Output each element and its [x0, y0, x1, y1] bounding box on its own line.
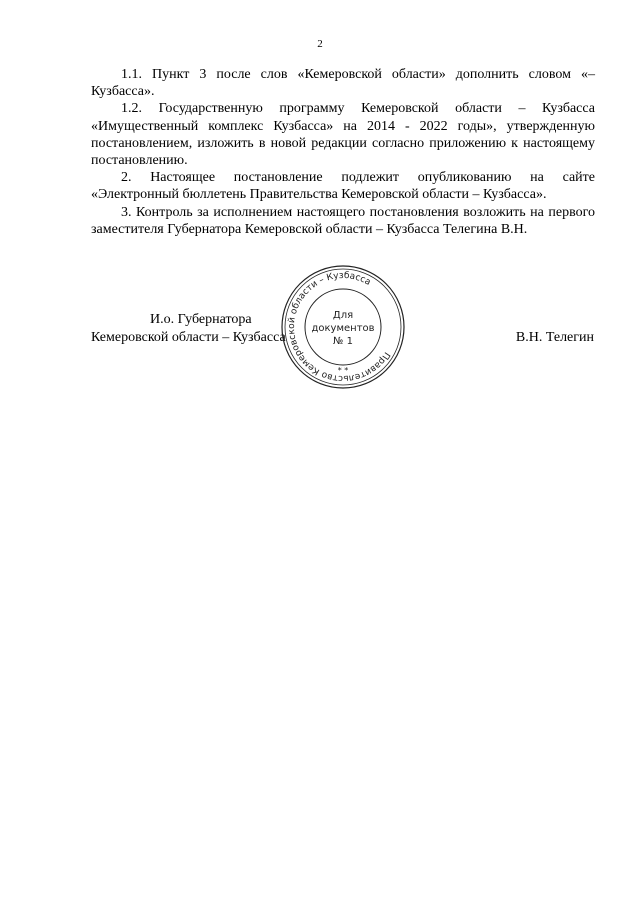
seal-center-line3: № 1 — [333, 336, 353, 347]
signatory-title-line2: Кемеровской области – Кузбасса — [91, 330, 286, 345]
seal-center-line1: Для — [332, 310, 354, 321]
paragraph-1-2: 1.2. Государственную программу Кемеровской области – Кузбасса «Имущественный комплекс Кузбасса» на 2014 - 2022 годы», утвержденную постановлением, изложить в новой редакции согласно приложению к настоящему постановлению. — [91, 101, 595, 169]
signatory-name: В.Н. Телегин — [515, 330, 594, 345]
seal-ring-text: Правительство Кемеровской области – Кузбасса — [286, 270, 392, 384]
paragraph-1-1: 1.1. Пункт 3 после слов «Кемеровской области» дополнить словом «– Кузбасса». — [91, 67, 595, 100]
official-seal-stamp — [278, 262, 408, 392]
seal-center-line2: документов — [311, 323, 375, 334]
paragraph-2: 2. Настоящее постановление подлежит опубликованию на сайте «Электронный бюллетень Правительства Кемеровской области – Кузбасса». — [91, 170, 595, 203]
signatory-title-line1: И.о. Губернатора — [150, 312, 252, 327]
page-number: 2 — [317, 38, 323, 50]
paragraph-3: 3. Контроль за исполнением настоящего постановления возложить на первого заместителя Губернатора Кемеровской области – Кузбасса Телегина В.Н. — [91, 204, 595, 237]
document-body — [91, 66, 595, 238]
seal-bottom-mark: * * — [337, 366, 349, 375]
